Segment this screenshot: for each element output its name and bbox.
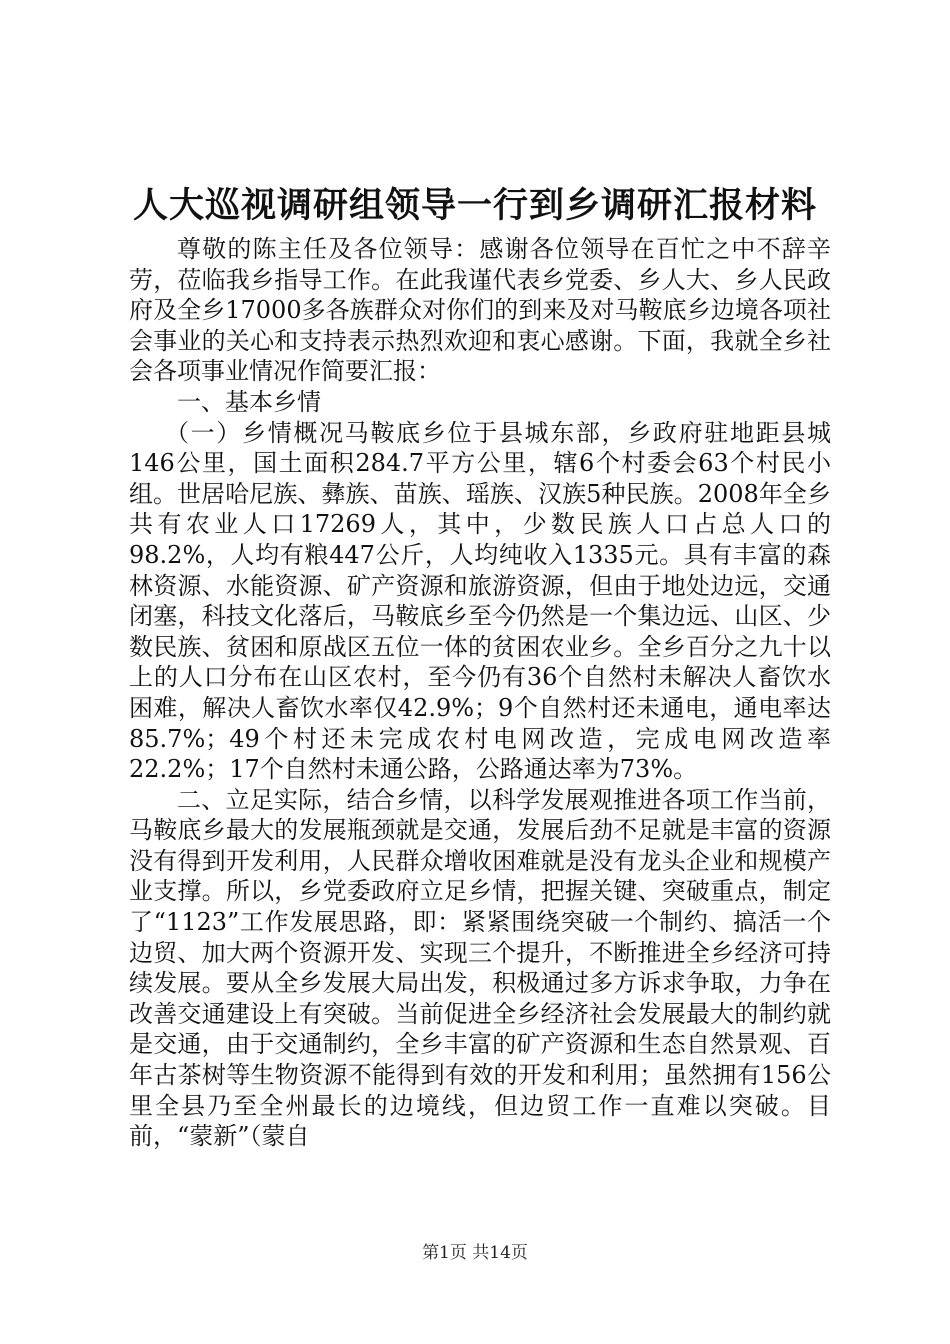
section-heading-basic-info: 一、基本乡情 [177,387,321,416]
section-two-paragraph: 二、立足实际，结合乡情，以科学发展观推进各项工作当前，马鞍底乡最大的发展瓶颈就是交通，发展后劲不足就是丰富的资源没有得到开发利用，人民群众增收困难就是没有龙头企业和规模产业支撑。所以，乡党委政府立足乡情，把握关键、突破重点，制定了“1123”工作发展思路，即：紧紧围绕突破一个制约、搞活一个边贸、加大两个资源开发、实现三个提升，不断推进全乡经济可持续发展。要从全乡发展大局出发，积极通过多方诉求争取，力争在改善交通建设上有突破。当前促进全乡经济社会发展最大的制约就是交通，由于交通制约，全乡丰富的矿产资源和生态自然景观、百年古茶树等生物资源不能得到有效的开发和利用；虽然拥有156公里全县乃至全州最长的边境线，但边贸工作一直难以突破。目前，“蒙新”（蒙自 [129,785,831,1151]
document-title: 人大巡视调研组领导一行到乡调研汇报材料 [132,185,817,226]
greeting-paragraph: 尊敬的陈主任及各位领导：感谢各位领导在百忙之中不辞辛劳，莅临我乡指导工作。在此我谨代表乡党委、乡人大、乡人民政府及全乡17000多各族群众对你们的到来及对马鞍底乡边境各项社会事业的关心和支持表示热烈欢迎和衷心感谢。下面，我就全乡社会各项事业情况作简要汇报： [129,235,831,386]
document-body [129,234,831,1152]
overview-paragraph: （一）乡情概况马鞍底乡位于县城东部，乡政府驻地距县城146公里，国土面积284.7平方公里，辖6个村委会63个村民小组。世居哈尼族、彝族、苗族、瑶族、汉族5种民族。2008年全乡共有农业人口17269人，其中，少数民族人口占总人口的98.2%，人均有粮447公斤，人均纯收入1335元。具有丰富的森林资源、水能资源、矿产资源和旅游资源，但由于地处边远，交通闭塞，科技文化落后，马鞍底乡至今仍然是一个集边远、山区、少数民族、贫困和原战区五位一体的贫困农业乡。全乡百分之九十以上的人口分布在山区农村，至今仍有36个自然村未解决人畜饮水困难，解决人畜饮水率仅42.9%；9个自然村还未通电，通电率达85.7%；49个村还未完成农村电网改造，完成电网改造率22.2%；17个自然村未通公路，公路通达率为73%。 [129,418,831,784]
page-number-footer: 第1页 共14页 [422,1243,528,1263]
